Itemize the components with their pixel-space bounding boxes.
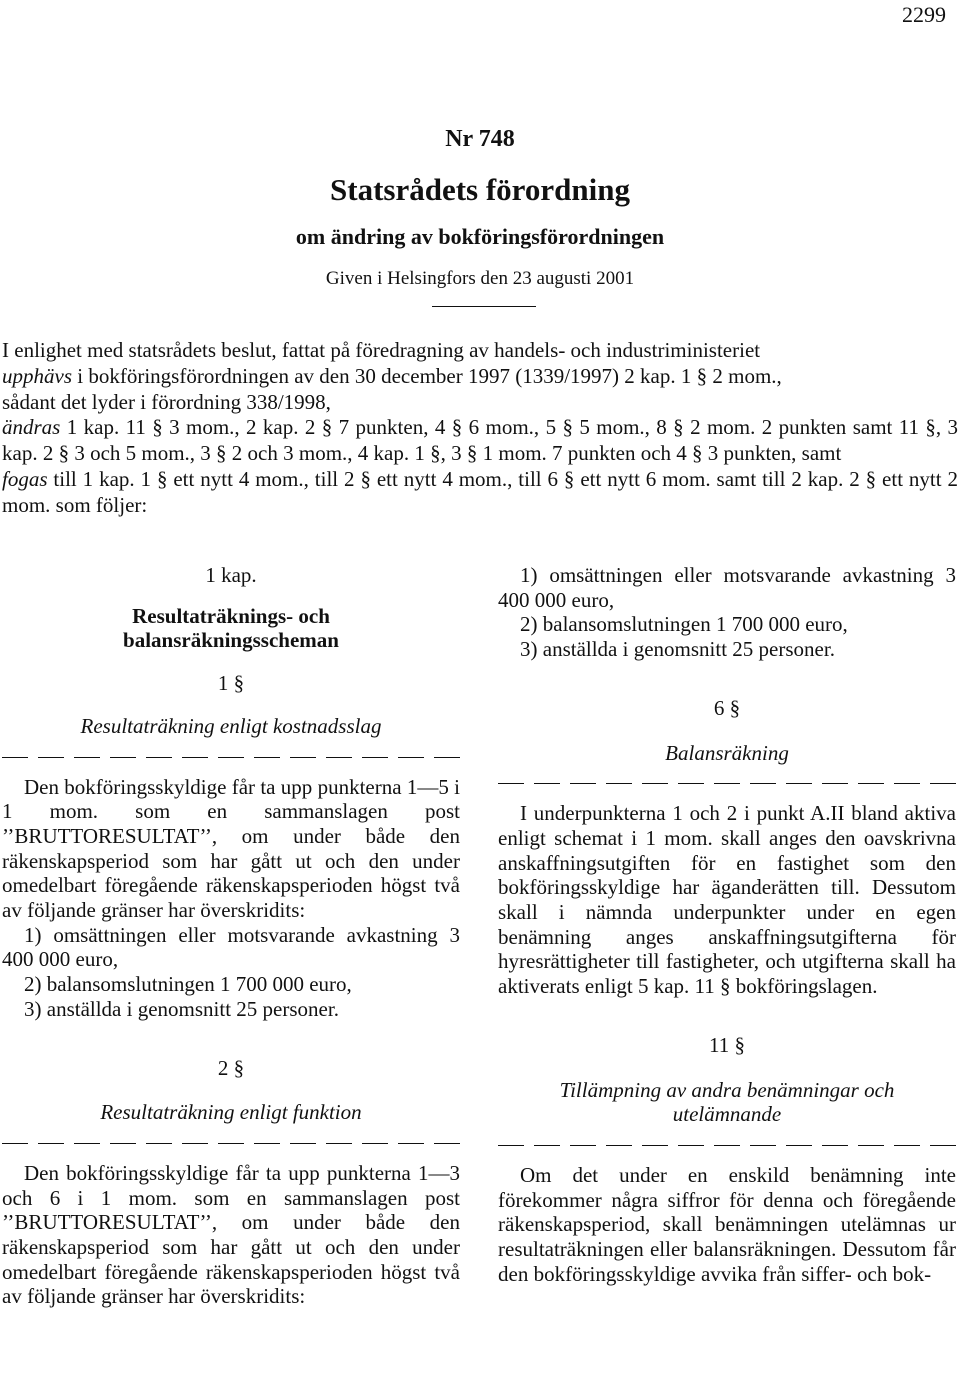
intro-keyword: fogas xyxy=(2,466,48,491)
title-divider xyxy=(432,306,536,307)
intro-keyword: ändras xyxy=(2,415,61,440)
paragraph: I underpunkterna 1 och 2 i punkt A.II bland aktiva enligt schemat i 1 mom. skall anges den oavskrivna anskaffningsutgiften för en fastighet som den bokföringsskyldige har äganderätten till. Dessutom skall i nämnda underpunkter under en egen benämning anges anskaffningsutgifterna för hyresrättigheter till fastigheter, och utgifterna skall ha aktiverats enligt 5 kap. 11 § bokföringslagen. xyxy=(498,801,956,999)
given-date-line: Given i Helsingfors den 23 augusti 2001 xyxy=(325,268,635,289)
intro-keyword: upphävs xyxy=(2,363,72,388)
intro-line-text: 1 kap. 11 § 3 mom., 2 kap. 2 § 7 punkten, 4 § 6 mom., 5 § 5 mom., 8 § 2 mom. 2 punkten samt 11 §, 3 kap. 2 § 3 och 5 mom., 3 § 2 och 3 mom., 4 kap. 1 §, 3 § 1 mom. 7 punkten och 4 § 3 punkten, samt xyxy=(2,415,958,466)
section-title: Resultaträkning enligt funktion xyxy=(100,1100,362,1125)
paragraph: Den bokföringsskyldige får ta upp punkterna 1—5 i 1 mom. som en sammanslagen post ’’BRUTTORESULTAT’’, om under både den räkenskapsperiod som har gått ut och den under omedelbart föregående räkenskapsperioden högst två av följande gränser har överskridits: xyxy=(2,774,460,923)
list-item: 1) omsättningen eller motsvarande avkastning 3 400 000 euro, xyxy=(2,922,460,972)
right-column xyxy=(498,563,956,1286)
intro-line xyxy=(2,467,958,519)
document-subtitle: om ändring av bokföringsförordningen xyxy=(295,224,665,249)
paragraph: Den bokföringsskyldige får ta upp punkterna 1—3 och 6 i 1 mom. som en sammanslagen post ’’BRUTTORESULTAT’’, om under både den räkenskapsperiod som har gått ut och den under omedelbart föregående räkenskapsperioden högst två av följande gränser har överskridits: xyxy=(2,1160,460,1309)
omission-dashes xyxy=(498,1145,956,1147)
list-item: 3) anställda i genomsnitt 25 personer. xyxy=(24,996,339,1021)
intro-line-text: till 1 kap. 1 § ett nytt 4 mom., till 2 § ett nytt 4 mom., till 6 § ett nytt 6 mom. samt till 2 kap. 2 § ett nytt 2 mom. som följer: xyxy=(2,466,958,517)
section-title: Tillämpning av andra benämningar och utelämnande xyxy=(559,1077,895,1127)
list-item: 2) balansomslutningen 1 700 000 euro, xyxy=(24,972,352,997)
list-item: 1) omsättningen eller motsvarande avkastning 3 400 000 euro, xyxy=(498,563,956,612)
omission-dashes xyxy=(2,1143,460,1145)
intro-line xyxy=(2,364,958,390)
section-number: 2 § xyxy=(217,1055,245,1080)
intro-line: sådant det lyder i förordning 338/1998, xyxy=(2,389,331,414)
document-title: Statsrådets förordning xyxy=(330,172,630,207)
section-number: 6 § xyxy=(713,695,741,720)
intro-line: I enlighet med statsrådets beslut, fattat på föredragning av handels- och industriministeriet xyxy=(2,338,761,362)
omission-dashes xyxy=(498,783,956,785)
intro-line-text: i bokföringsförordningen av den 30 december 1997 (1339/1997) 2 kap. 1 § 2 mom., xyxy=(72,363,782,388)
section-number: 1 § xyxy=(217,671,245,696)
section-title: Balansräkning xyxy=(665,740,789,765)
intro-text xyxy=(2,338,958,519)
list-item: 2) balansomslutningen 1 700 000 euro, xyxy=(520,612,848,637)
section-number: 11 § xyxy=(709,1032,745,1057)
chapter-heading: 1 kap. xyxy=(205,563,257,587)
document-number: Nr 748 xyxy=(445,126,515,152)
left-column xyxy=(2,563,460,1309)
intro-line xyxy=(2,415,958,467)
section-title: Resultaträkning enligt kostnadsslag xyxy=(80,713,382,738)
paragraph: Om det under en enskild benämning inte förekommer några siffror för denna och föregående räkenskapsperiod, skall benämningen utelämnas ur resultaträkningen eller balansräkningen. Dessutom får den bokföringsskyldige avvika från siffer- och bok- xyxy=(498,1162,956,1286)
omission-dashes xyxy=(2,757,460,759)
chapter-title: Resultaträknings- och balansräkningsscheman xyxy=(123,603,339,653)
list-item: 3) anställda i genomsnitt 25 personer. xyxy=(520,637,835,662)
page-number: 2299 xyxy=(902,2,946,27)
